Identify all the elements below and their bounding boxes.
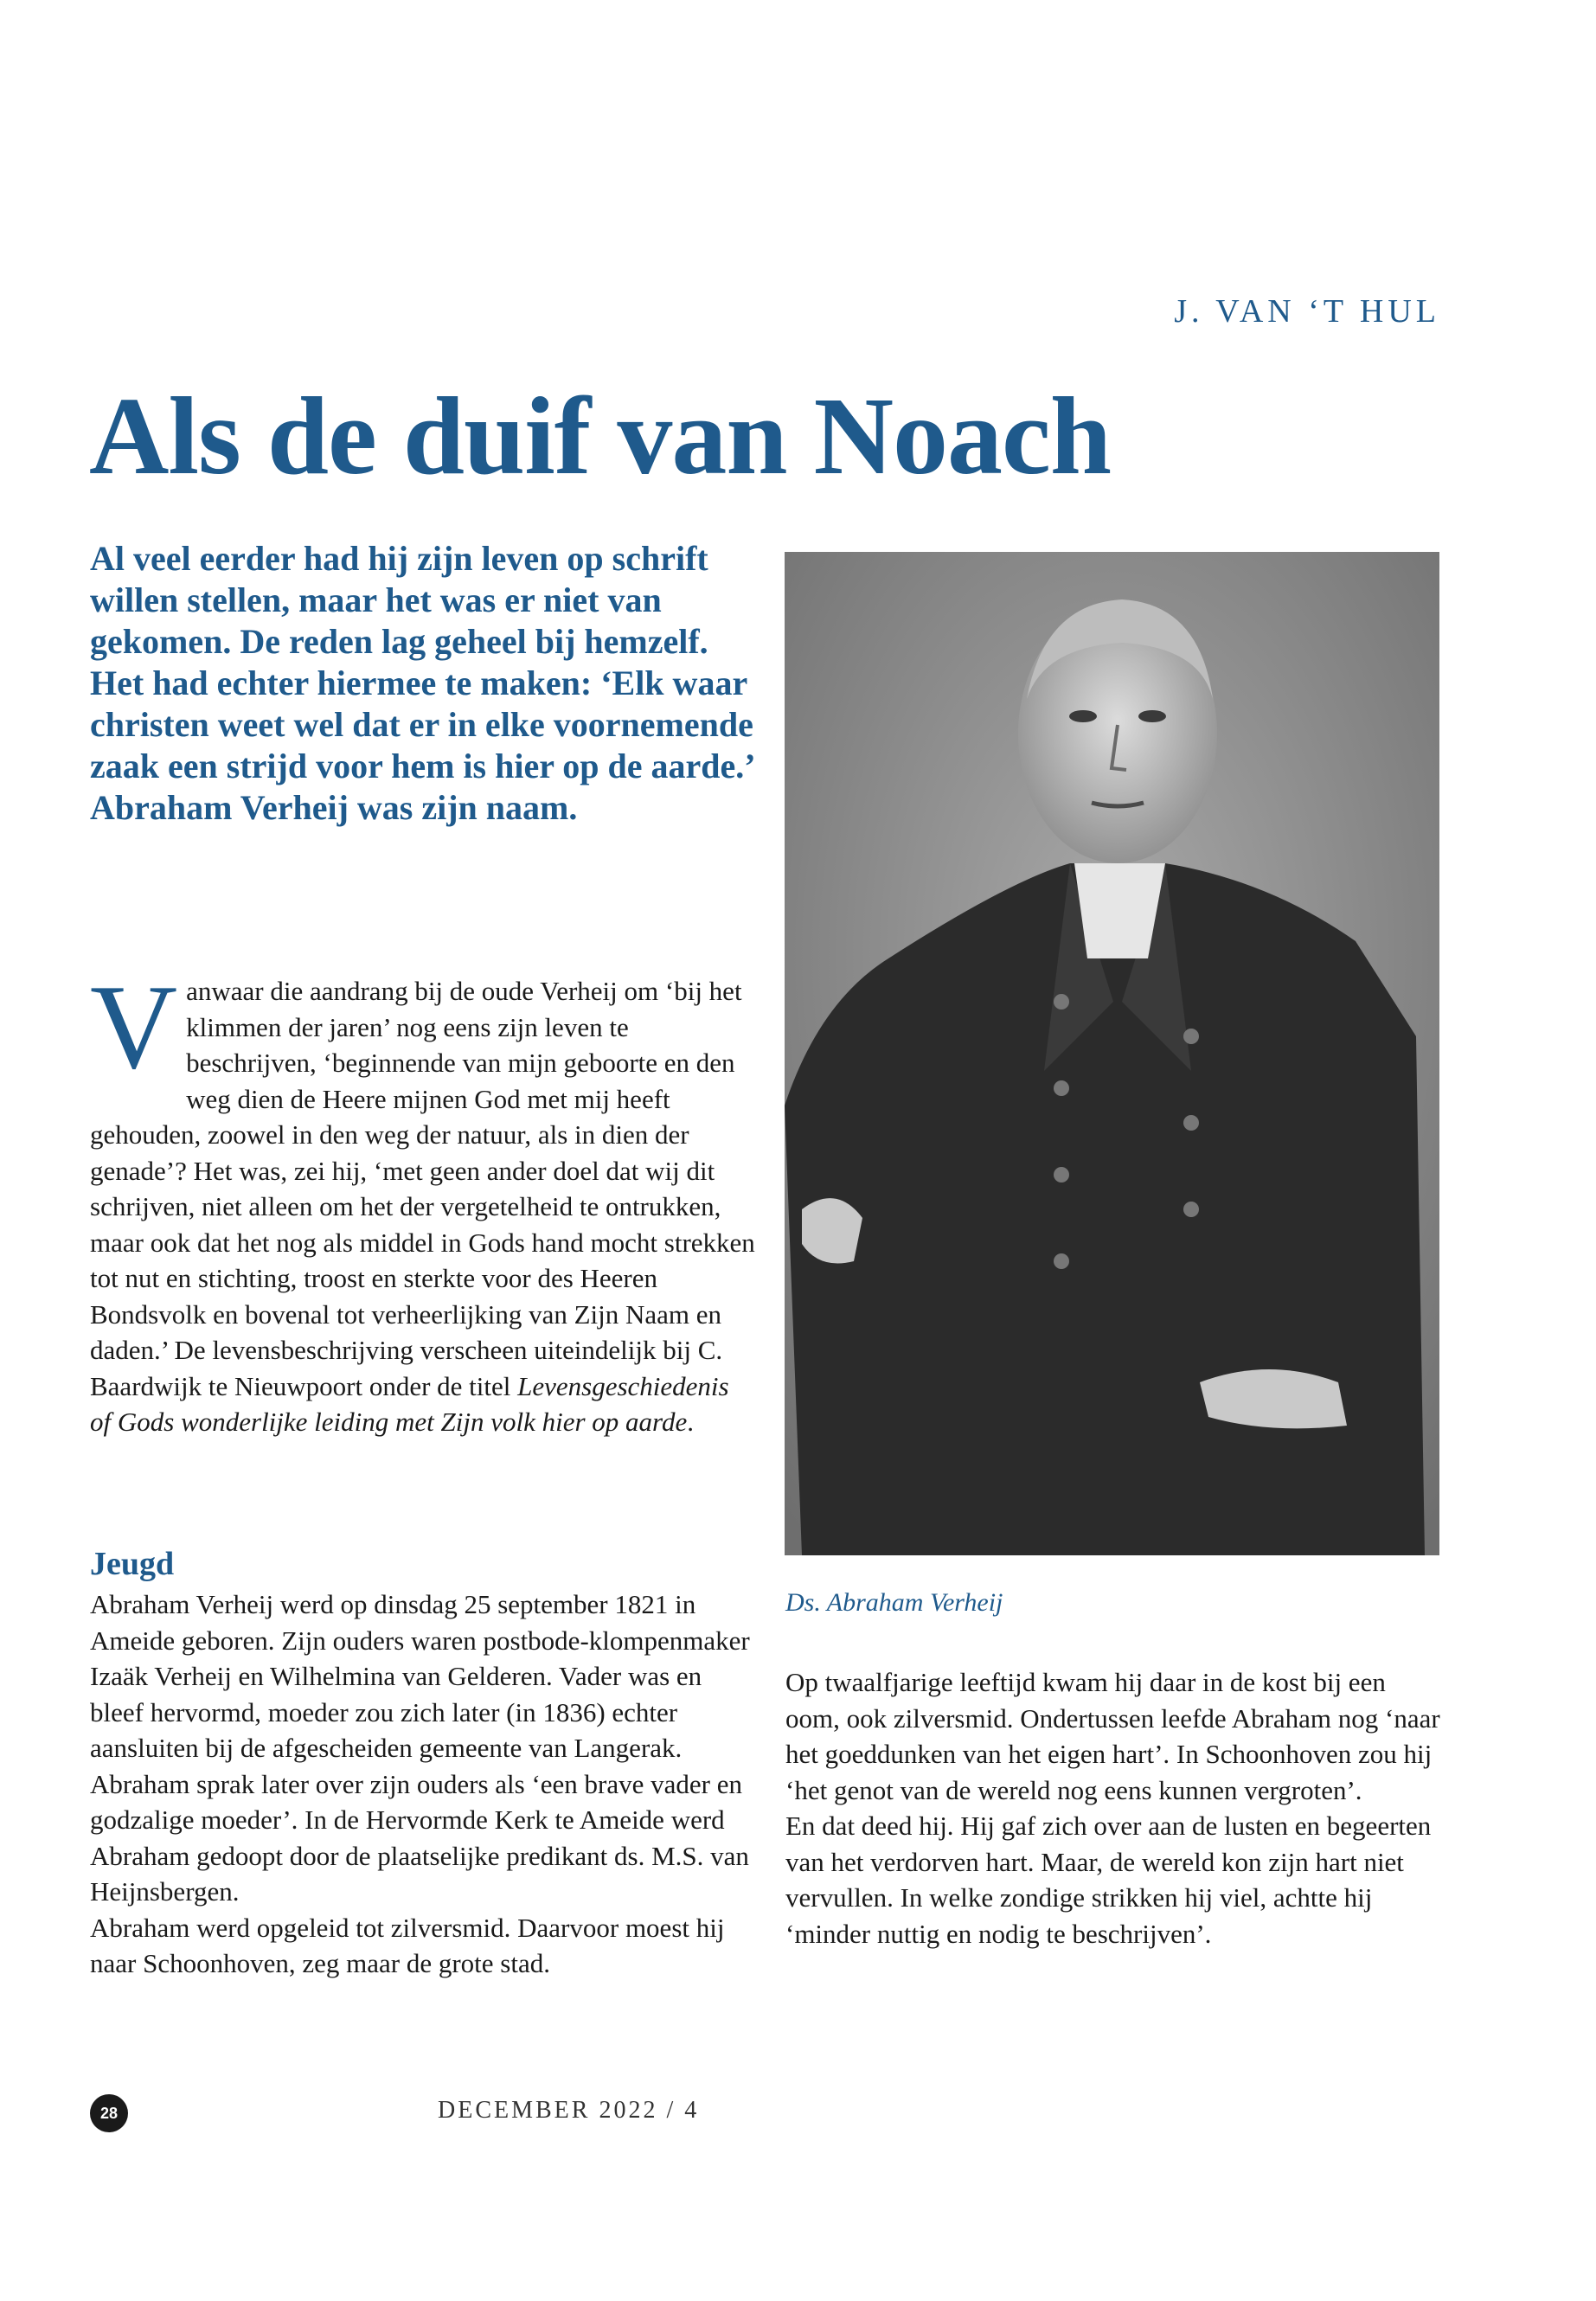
right-paragraph-1: Op twaalfjarige leeftijd kwam hij daar in de kost bij een oom, ook zilversmid. Ondertussen leefde Abraham nog ‘naar het goeddunken van het eigen hart’. In Schoonhoven zou hij ‘het genot van de wereld nog eens kunnen vergroten’. [785, 1667, 1440, 1805]
right-column-body [785, 1664, 1443, 1952]
intro-paragraph [90, 960, 756, 1440]
portrait-photo [785, 552, 1439, 1555]
lead-paragraph: Al veel eerder had hij zijn leven op schrift willen stellen, maar het was er niet van gekomen. De reden lag geheel bij hemzelf. Het had echter hiermee te maken: ‘Elk waar christen weet wel dat er in elke voornemende zaak een strijd voor hem is hier op de aarde.’ Abraham Verheij was zijn naam. [90, 539, 753, 827]
portrait-illustration [785, 552, 1439, 1555]
drop-cap: V [90, 960, 178, 1094]
page-number-badge: 28 [90, 2094, 128, 2132]
article-title: Als de duif van Noach [89, 375, 1111, 497]
book-title: Levensgeschiedenis of Gods wonderlijke leiding met Zijn volk hier op aarde [90, 1370, 729, 1437]
intro-text: anwaar die aandrang bij de oude Verheij om ‘bij het klimmen der jaren’ nog eens zijn leven te beschrijven, ‘beginnende van mijn geboorte en den weg dien de Heere mijnen God met mij heeft gehouden, zoowel in den weg der natuur, als in dien der genade’? Het was, zei hij, ‘met geen ander doel dat wij dit schrijven, niet alleen om het der vergetelheid te ontrukken, maar ook dat het nog als middel in Gods hand mocht strekken tot nut en stichting, troost en sterkte voor des Heeren Bondsvolk en bovenal tot verheerlijking van Zijn Naam en daden.’ De levensbeschrijving verscheen uiteindelijk bij C. Baardwijk te Nieuwpoort onder de titel [90, 976, 755, 1401]
section-heading-jeugd: Jeugd [90, 1546, 175, 1582]
author-byline: J. VAN ‘T HUL [1174, 293, 1440, 330]
intro-end: . [687, 1407, 694, 1437]
right-paragraph-2: En dat deed hij. Hij gaf zich over aan de lusten en begeerten van het verdorven hart. Maar, de wereld kon zijn hart niet vervullen. In welke zondige strikken hij viel, achtte hij ‘minder nuttig en nodig te beschrijven’. [785, 1811, 1432, 1949]
photo-caption: Ds. Abraham Verheij [785, 1588, 1003, 1617]
jeugd-paragraph-1: Abraham Verheij werd op dinsdag 25 september 1821 in Ameide geboren. Zijn ouders waren postbode-klompenmaker Izaäk Verheij en Wilhelmina van Gelderen. Vader was en bleef hervormd, moeder zou zich later (in 1836) echter aansluiten bij de afgescheiden gemeente van Langerak. Abraham sprak later over zijn ouders als ‘een brave vader en godzalige moeder’. In de Hervormde Kerk te Ameide werd Abraham gedoopt door de plaatselijke predikant ds. M.S. van Heijnsbergen. [90, 1589, 750, 1907]
issue-label: DECEMBER 2022 / 4 [438, 2097, 700, 2124]
jeugd-paragraph-2: Abraham werd opgeleid tot zilversmid. Daarvoor moest hij naar Schoonhoven, zeg maar de grote stad. [90, 1912, 725, 1978]
jeugd-section-body [90, 1586, 756, 1982]
